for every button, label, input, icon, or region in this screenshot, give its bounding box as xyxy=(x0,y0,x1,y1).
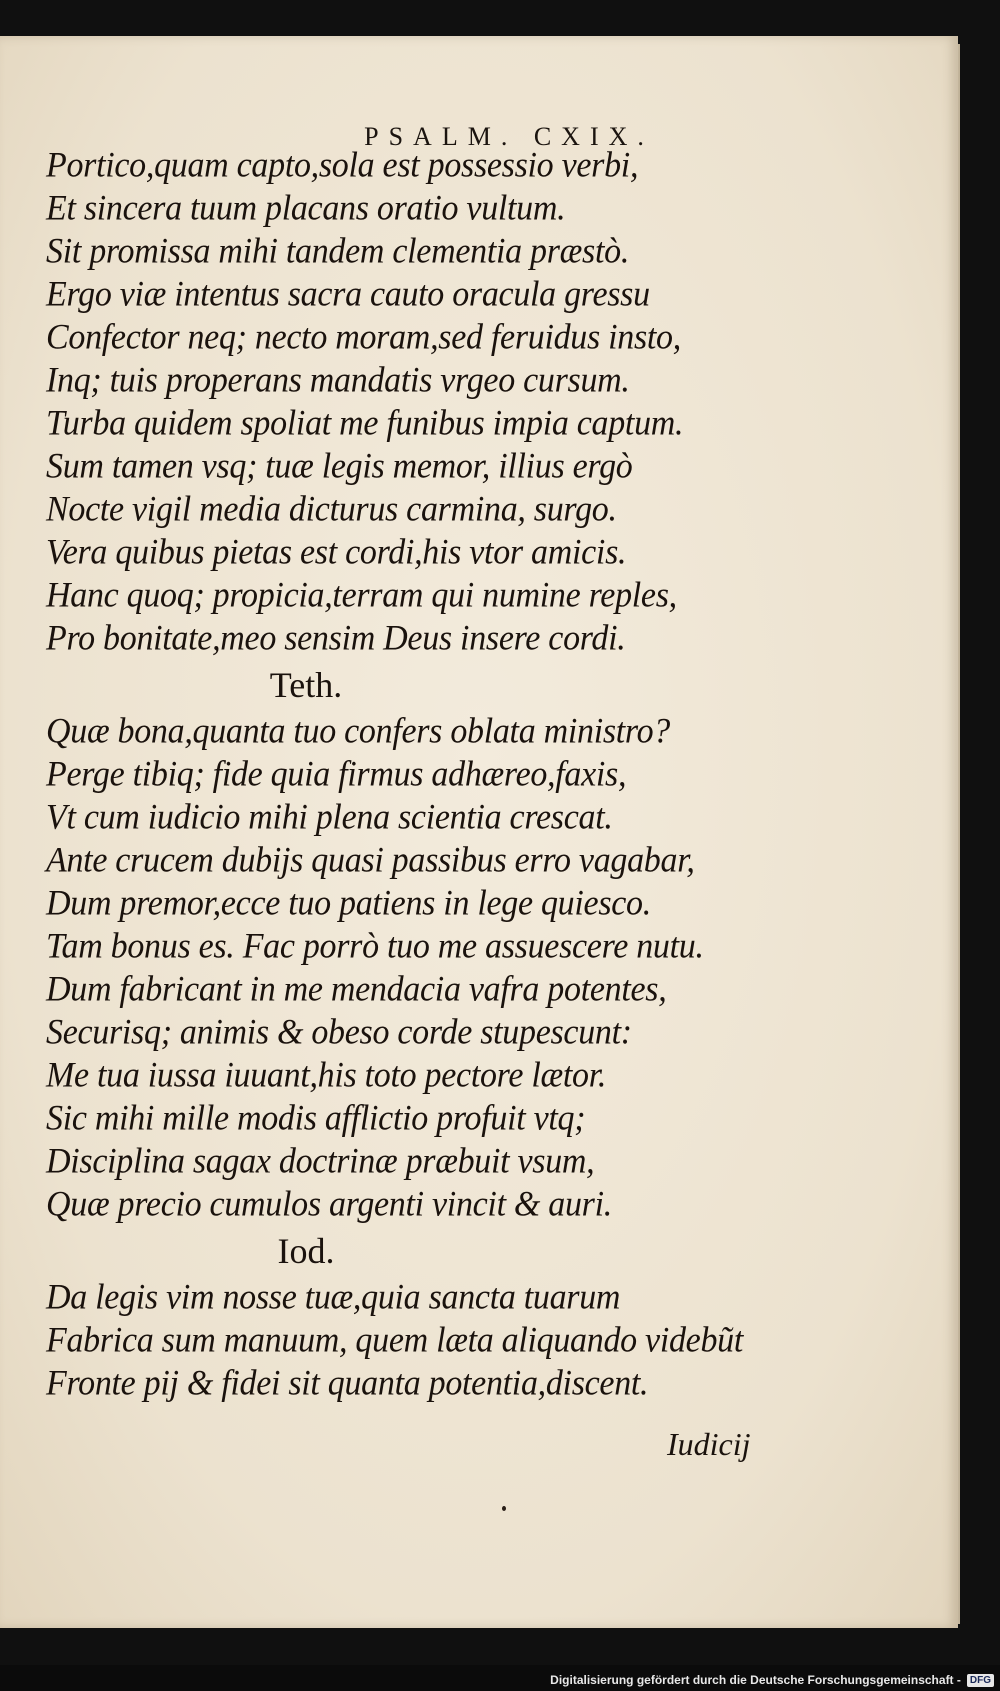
verse-line: Ante crucem dubijs quasi passibus erro vagabar, xyxy=(46,840,695,881)
verse-line: Nocte vigil media dicturus carmina, surgo. xyxy=(46,489,617,530)
running-head: PSALM. CXIX. xyxy=(364,122,654,151)
verse-line: Dum premor,ecce tuo patiens in lege quiesco. xyxy=(46,883,651,924)
verse-line: Confector neq; necto moram,sed feruidus insto, xyxy=(46,317,681,358)
verse-line: Fabrica sum manuum, quem læta aliquando videbũt xyxy=(46,1320,744,1361)
verse-line: Da legis vim nosse tuæ,quia sancta tuarum xyxy=(46,1277,621,1318)
ink-speck xyxy=(502,1506,506,1511)
verse-line: Et sincera tuum placans oratio vultum. xyxy=(46,188,566,229)
verse-line: Ergo viæ intentus sacra cauto oracula gressu xyxy=(46,274,650,315)
section-heading-iod: Iod. xyxy=(277,1231,335,1271)
verse-line: Sum tamen vsq; tuæ legis memor, illius ergò xyxy=(46,446,633,487)
verse-line: Portico,quam capto,sola est possessio verbi, xyxy=(46,145,639,186)
verse-line: Perge tibiq; fide quia firmus adhæreo,faxis, xyxy=(46,754,627,795)
verse-line: Quæ precio cumulos argenti vincit & auri. xyxy=(46,1184,612,1225)
verse-line: Inq; tuis properans mandatis vrgeo cursum. xyxy=(46,360,630,401)
verse-line: Me tua iussa iuuant,his toto pectore lætor. xyxy=(46,1055,607,1096)
verse-line: Quæ bona,quanta tuo confers oblata ministro? xyxy=(46,711,671,752)
verse-block-1 xyxy=(46,144,806,1405)
footer-credit: Digitalisierung gefördert durch die Deutsche Forschungsgemeinschaft - xyxy=(550,1673,961,1687)
verse-line: Turba quidem spoliat me funibus impia captum. xyxy=(46,403,684,444)
verse-line: Hanc quoq; propicia,terram qui numine reples, xyxy=(46,575,677,616)
verse-line: Sit promissa mihi tandem clementia præstò. xyxy=(46,231,630,272)
verse-line: Disciplina sagax doctrinæ præbuit vsum, xyxy=(46,1141,595,1182)
verse-line: Tam bonus es. Fac porrò tuo me assuescere nutu. xyxy=(46,926,704,967)
book-page xyxy=(0,36,958,1628)
section-heading-teth: Teth. xyxy=(269,665,343,705)
verse-line: Sic mihi mille modis afflictio profuit vtq; xyxy=(46,1098,586,1139)
verse-line: Vt cum iudicio mihi plena scientia crescat. xyxy=(46,797,613,838)
verse-line: Fronte pij & fidei sit quanta potentia,discent. xyxy=(46,1363,649,1404)
digitization-footer xyxy=(550,1673,994,1687)
verse-line: Dum fabricant in me mendacia vafra potentes, xyxy=(46,969,667,1010)
verse-line: Vera quibus pietas est cordi,his vtor amicis. xyxy=(46,532,627,573)
catchword: Iudicij xyxy=(667,1426,751,1462)
verse-line: Pro bonitate,meo sensim Deus insere cordi. xyxy=(46,618,626,659)
dfg-logo-icon: DFG xyxy=(967,1674,994,1687)
verse-line: Securisq; animis & obeso corde stupescunt: xyxy=(46,1012,632,1053)
